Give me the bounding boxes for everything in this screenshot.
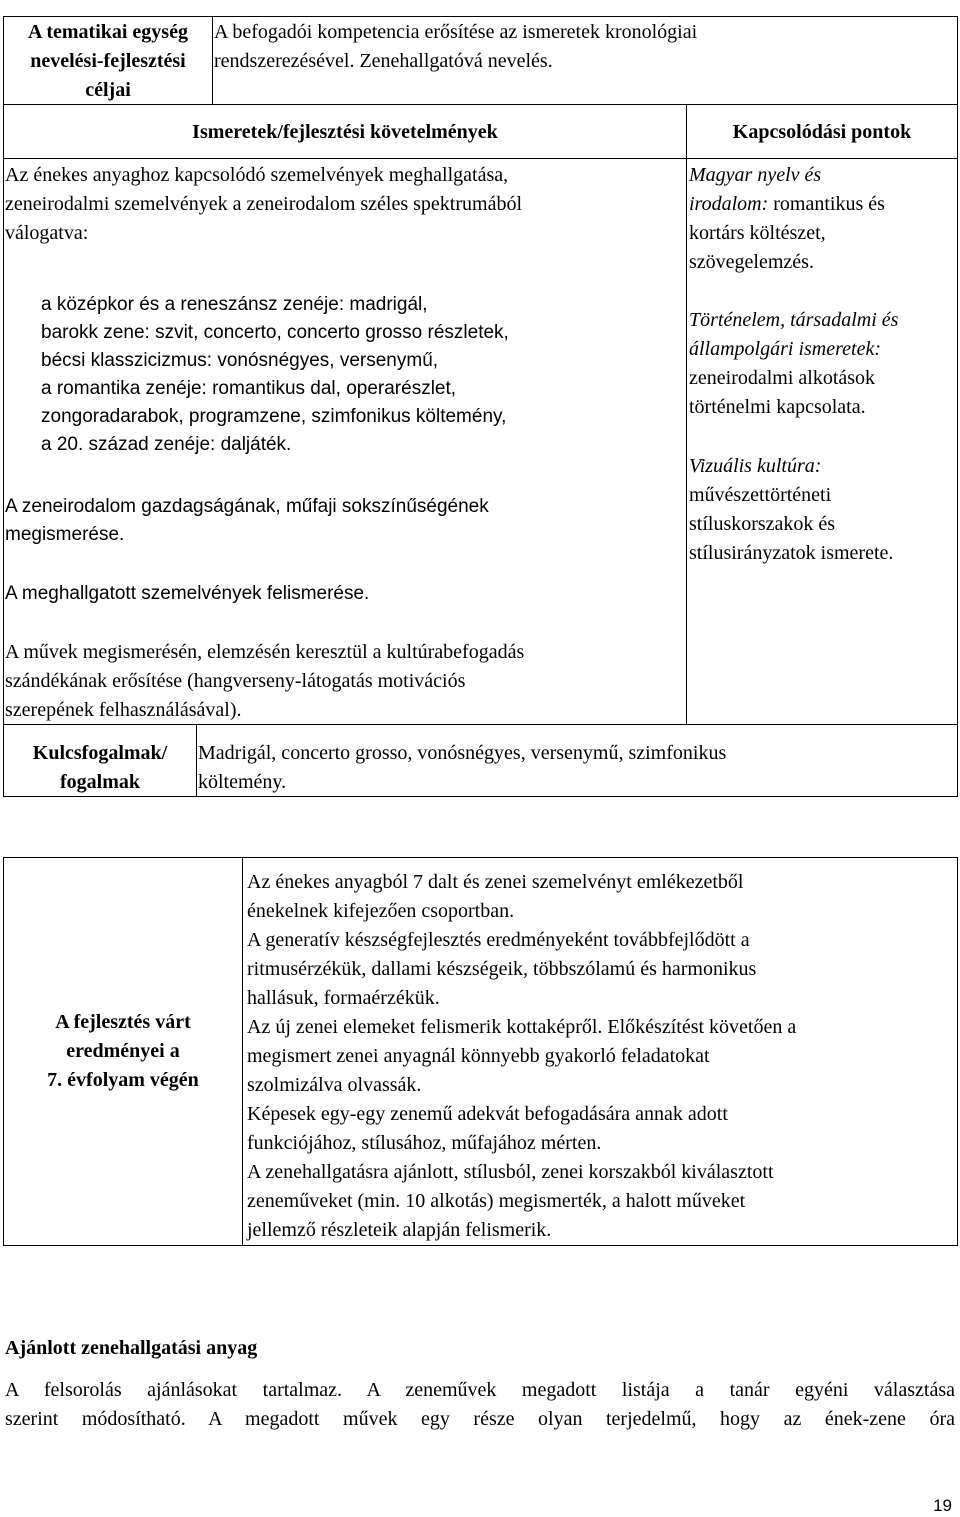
list-item: a romantika zenéje: romantikus dal, operarészlet, — [41, 378, 457, 399]
paragraph-line: megismerése. — [5, 524, 125, 545]
link-text: stílusirányzatok ismerete. — [689, 542, 894, 564]
paragraph-line: A művek megismerésén, elemzésén keresztül a kultúrabefogadás — [5, 641, 525, 663]
intro-line: zeneirodalmi szemelvények a zeneirodalom széles spektrumából — [5, 193, 523, 215]
keywords-label — [4, 739, 196, 797]
recommended-line: szerint módosítható. A megadott művek egy része olyan terjedelmű, hogy az ének-zene óra — [5, 1408, 955, 1430]
goals-text-line: rendszerezésével. Zenehallgatóvá nevelés. — [214, 50, 553, 72]
link-subject: Magyar nyelv és — [689, 164, 822, 186]
connections-header: Kapcsolódási pontok — [732, 121, 912, 143]
list-item: a középkor és a reneszánsz zenéje: madrigál, — [41, 294, 428, 315]
link-text: kortárs költészet, — [689, 222, 826, 244]
results-line: jellemző részleteik alapján felismerik. — [247, 1219, 552, 1241]
results-line: A generatív készségfejlesztés eredményeként továbbfejlődött a — [247, 929, 750, 951]
results-line: A zenehallgatásra ajánlott, stílusból, zenei korszakból kiválasztott — [247, 1161, 774, 1183]
music-period-list — [41, 291, 681, 459]
link-subject: Vizuális kultúra: — [689, 455, 822, 477]
list-item: barokk zene: szvit, concerto, concerto grosso részletek, — [41, 322, 509, 343]
results-line: ritmusérzékük, dallami készségeik, többszólamú és harmonikus — [247, 958, 757, 980]
reception-paragraph — [5, 638, 685, 725]
keywords-label-line: Kulcsfogalmak/ — [32, 742, 168, 764]
keywords-line: költemény. — [198, 771, 287, 793]
recommended-text — [5, 1376, 955, 1434]
results-label-line: eredményei a — [66, 1040, 180, 1062]
intro-line: Az énekes anyaghoz kapcsolódó szemelvények meghallgatása, — [5, 164, 509, 186]
link-visual-culture — [689, 452, 955, 568]
goals-divider — [212, 16, 213, 104]
results-line: Az énekes anyagból 7 dalt és zenei szemelvényt emlékezetből — [247, 871, 744, 893]
results-label-line: 7. évfolyam végén — [47, 1069, 199, 1091]
results-line: funkciójához, stílusához, műfajához mérten. — [247, 1132, 602, 1154]
keywords-line: Madrigál, concerto grosso, vonósnégyes, versenymű, szimfonikus — [198, 742, 727, 764]
keyword-divider — [196, 724, 197, 797]
results-line: Képesek egy-egy zenemű adekvát befogadására annak adott — [247, 1103, 728, 1125]
link-text: művészettörténeti — [689, 484, 832, 506]
goals-label-line: nevelési-fejlesztési — [30, 50, 186, 72]
link-history — [689, 306, 955, 422]
goals-label-line: céljai — [85, 79, 131, 101]
goals-text — [214, 18, 954, 76]
keywords-label-line: fogalmak — [60, 771, 140, 793]
list-item: a 20. század zenéje: daljáték. — [41, 434, 292, 455]
page-number: 19 — [933, 1496, 952, 1515]
link-subject: Történelem, társadalmi és — [689, 309, 899, 331]
link-subject: irodalom: — [689, 193, 769, 215]
goals-label — [4, 18, 212, 105]
results-line: Az új zenei elemeket felismerik kottaképről. Előkészítést követően a — [247, 1016, 797, 1038]
list-item: bécsi klasszicizmus: vonósnégyes, versenymű, — [41, 350, 439, 371]
results-label-line: A fejlesztés várt — [55, 1011, 191, 1033]
keywords-text — [198, 739, 953, 797]
recognition-paragraph: A meghallgatott szemelvények felismerése. — [5, 583, 370, 604]
link-text: zeneirodalmi alkotások — [689, 367, 876, 389]
link-subject: állampolgári ismeretek: — [689, 338, 882, 360]
results-line: megismert zenei anyagnál könnyebb gyakorló feladatokat — [247, 1045, 710, 1067]
intro-paragraph — [5, 161, 685, 248]
results-text — [247, 868, 955, 1245]
results-line: hallásuk, formaérzékük. — [247, 987, 440, 1009]
paragraph-line: A zeneirodalom gazdagságának, műfaji sokszínűségének — [5, 496, 489, 517]
list-item: zongoradarabok, programzene, szimfonikus költemény, — [41, 406, 507, 427]
recommended-line: A felsorolás ajánlásokat tartalmaz. A zeneművek megadott listája a tanár egyéni választása — [5, 1379, 955, 1401]
paragraph-line: szándékának erősítése (hangverseny-látogatás motivációs — [5, 670, 466, 692]
results-line: szolmizálva olvassák. — [247, 1074, 422, 1096]
goals-label-line: A tematikai egység — [28, 21, 188, 43]
link-text: történelmi kapcsolata. — [689, 396, 866, 418]
results-divider — [242, 857, 243, 1246]
link-text: szövegelemzés. — [689, 251, 814, 273]
results-label — [4, 1008, 242, 1095]
recommended-heading: Ajánlott zenehallgatási anyag — [5, 1337, 258, 1359]
link-text: stíluskorszakok és — [689, 513, 836, 535]
richness-paragraph — [5, 493, 685, 549]
link-text: romantikus és — [768, 193, 885, 215]
link-hungarian-literature — [689, 161, 955, 277]
requirements-header: Ismeretek/fejlesztési követelmények — [192, 121, 498, 143]
header-row-bottom — [3, 158, 958, 159]
intro-line: válogatva: — [5, 222, 89, 244]
results-line: énekelnek kifejezően csoportban. — [247, 900, 515, 922]
paragraph-line: szerepének felhasználásával). — [5, 699, 242, 721]
goals-text-line: A befogadói kompetencia erősítése az ismeretek kronológiai — [214, 21, 698, 43]
column-divider — [686, 104, 687, 724]
results-line: zeneműveket (min. 10 alkotás) megismerték, a halott műveket — [247, 1190, 746, 1212]
